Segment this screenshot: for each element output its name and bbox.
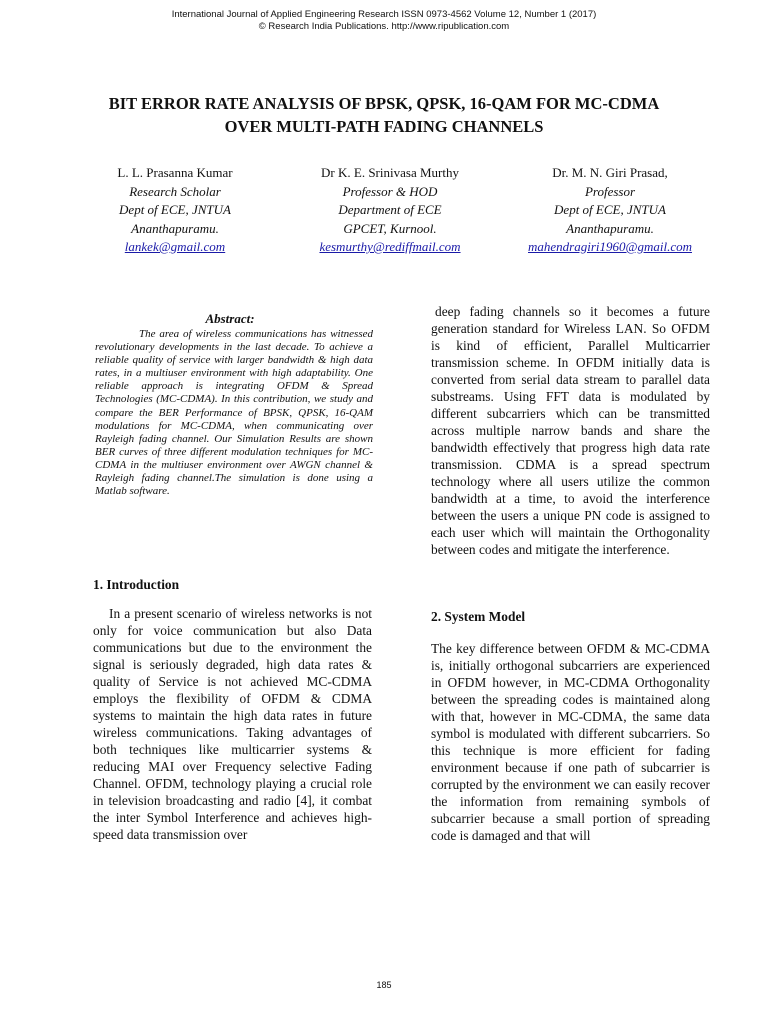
paper-title-line2: OVER MULTI-PATH FADING CHANNELS: [224, 117, 544, 136]
journal-header-line1: International Journal of Applied Engineering Research ISSN 0973-4562 Volume 12, Number 1 (2017): [171, 9, 597, 20]
page-number: 185: [376, 980, 392, 990]
author-role: Professor & HOD: [342, 183, 438, 199]
abstract-text: The area of wireless communications has witnessed revolutionary developments in the last decade. To achieve a reliable quality of service with larger bandwidth & high data rates, in a multiuser environment with high adaptability. One reliable approach is integrating OFDM & Spread Technologies (MC-CDMA). In this contribution, we study and compare the BER Performance of BPSK, QPSK, 16-QAM modulations for MC-CDMA, when communicating over Rayleigh fading channel. Our Simulation Results are shown BER curves of three different modulation techniques for MC-CDMA in the multiuser environment over AWGN channel & Rayleigh fading channel.The simulation is done using a Matlab software.: [95, 328, 373, 498]
author-place: Ananthapuramu.: [131, 220, 219, 236]
intro-text: In a present scenario of wireless networks is not only for voice communication but also Data communications but due to the environment the signal is seriously degraded, high data rates & quality of Service is not achieved MC-CDMA employs the flexibility of OFDM & CDMA systems to maintain the high data rates in future wireless communications. Taking advantages of both techniques like multicarrier systems & reducing MAI over Frequency selective Fading Channel. OFDM, technology playing a crucial role in television broadcasting and radio [4], it combat the inter Symbol Interference and achieves high-speed data transmission over: [93, 606, 372, 842]
author-place: Ananthapuramu.: [566, 220, 654, 236]
author-dept: Dept of ECE, JNTUA: [554, 202, 666, 217]
intro-body: [93, 605, 372, 843]
system-model-number: 2: [431, 609, 438, 624]
author-email[interactable]: lankek@gmail.com: [124, 239, 226, 254]
author-name: L. L. Prasanna Kumar: [117, 165, 233, 180]
author-2: [290, 164, 490, 257]
paper-title-line1: BIT ERROR RATE ANALYSIS OF BPSK, QPSK, 16-QAM FOR MC-CDMA: [108, 94, 660, 113]
system-model-heading: [431, 609, 525, 625]
author-email[interactable]: mahendragiri1960@gmail.com: [528, 239, 692, 254]
right-top-text: deep fading channels so it becomes a future generation standard for Wireless LAN. So OFDM is kind of efficient, Parallel Multicarrier transmission scheme. In OFDM initially data is converted from serial data stream to parallel data substreams. Using FFT data is modulated by different subcarriers which can be transmitted across multiple narrow bands and share the bandwidth effectively that progress high data rate transmission. CDMA is a spread spectrum technology where all users utilize the common bandwidth at a time, to avoid the interference between the users a unique PN code is assigned to each user which will maintain the Orthogonality between codes and mitigate the interference.: [431, 304, 710, 557]
abstract-heading: Abstract:: [205, 311, 255, 326]
author-dept: Department of ECE: [338, 202, 442, 217]
intro-heading: 1. Introduction: [93, 577, 180, 592]
author-3: [510, 164, 710, 257]
journal-header: [0, 9, 768, 33]
system-model-body: [431, 640, 710, 844]
author-place: GPCET, Kurnool.: [343, 220, 437, 236]
author-dept: Dept of ECE, JNTUA: [119, 202, 231, 217]
journal-header-line2: © Research India Publications. http://www.ripublication.com: [258, 21, 510, 32]
author-name: Dr. M. N. Giri Prasad,: [552, 165, 668, 180]
right-column-top: [431, 303, 710, 558]
system-model-title: . System Model: [437, 609, 526, 624]
author-1: [75, 164, 275, 257]
author-role: Research Scholar: [129, 183, 221, 199]
paper-title: [40, 92, 728, 138]
system-model-text: The key difference between OFDM & MC-CDMA is, initially orthogonal subcarriers are experienced in OFDM however, in MC-CDMA Orthogonality between the spreading codes is maintained along with that, however in MC-CDMA, the same data symbol is modulated with different subcarriers. So this technique is more efficient for fading environment because if one path of subcarrier is corrupted by the environment we can easily recover the information from remaining symbols of subcarrier because a small portion of spreading code is damaged and that will: [431, 641, 710, 843]
author-email[interactable]: kesmurthy@rediffmail.com: [319, 239, 461, 254]
abstract-body: [95, 328, 373, 498]
author-name: Dr K. E. Srinivasa Murthy: [321, 165, 459, 180]
author-role: Professor: [584, 183, 636, 199]
